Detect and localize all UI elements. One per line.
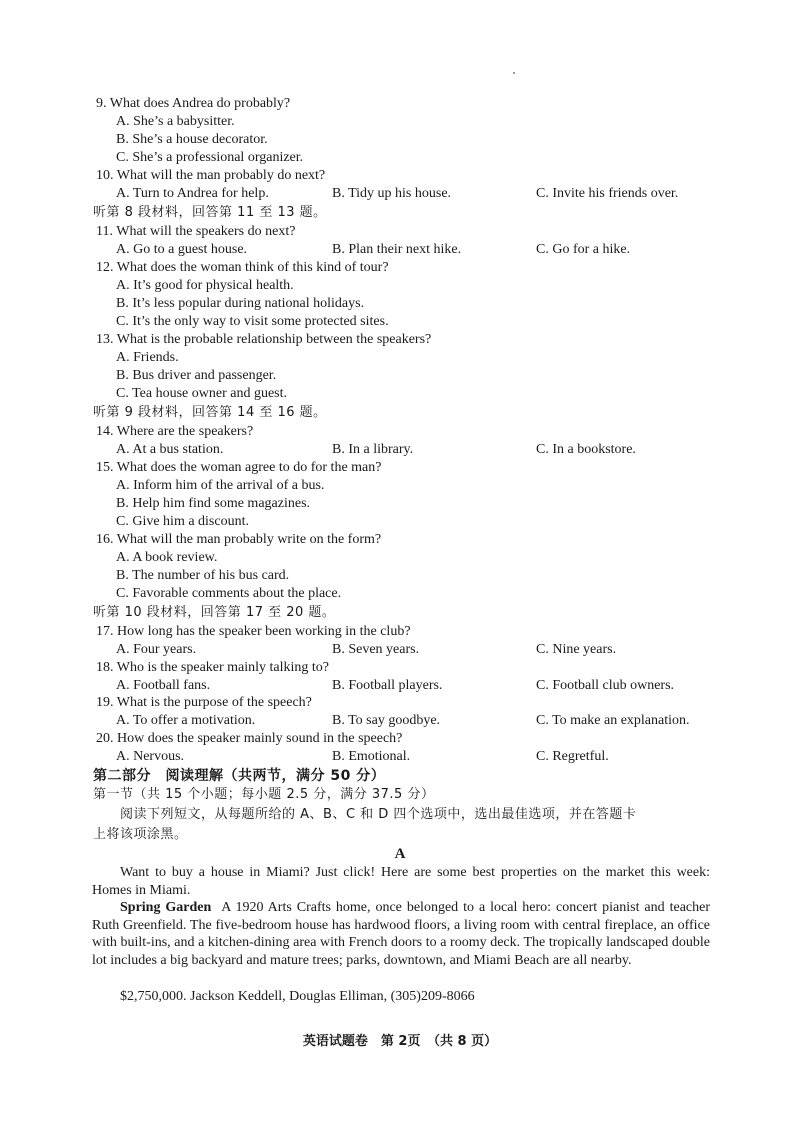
q14-option-a: A. At a bus station. [116,442,224,457]
part2-heading: 第二部分 阅读理解（共两节，满分 50 分） [93,768,386,784]
question-18: 18. Who is the speaker mainly talking to? [96,660,330,675]
q9-option-b: B. She’s a house decorator. [116,132,268,147]
q18-option-a: A. Football fans. [116,678,211,693]
q18-option-c: C. Football club owners. [536,678,675,693]
q14-option-c: C. In a bookstore. [536,442,636,457]
q17-option-a: A. Four years. [116,642,197,657]
q15-option-a: A. Inform him of the arrival of a bus. [116,478,325,493]
q13-option-b: B. Bus driver and passenger. [116,368,277,383]
question-12: 12. What does the woman think of this kind of tour? [96,260,389,275]
q20-option-c: C. Regretful. [536,749,609,764]
q11-option-c: C. Go for a hike. [536,242,631,257]
listing-contact: $2,750,000. Jackson Keddell, Douglas Elliman, (305)209-8066 [120,989,475,1004]
section-heading-material-10: 听第 10 段材料，回答第 17 至 20 题。 [93,605,336,620]
question-9: 9. What does Andrea do probably? [96,96,291,111]
q20-option-b: B. Emotional. [332,749,411,764]
page-footer: 英语试题卷 第 2页 （共 8 页） [302,1034,498,1049]
instruction-line-2: 上将该项涂黑。 [93,827,188,842]
instruction-line-1: 阅读下列短文，从每题所给的 A、B、C 和 D 四个选项中，选出最佳选项，并在答题卡 [120,807,637,822]
q11-option-b: B. Plan their next hike. [332,242,462,257]
question-17: 17. How long has the speaker been working in the club? [96,624,411,639]
q10-option-b: B. Tidy up his house. [332,186,452,201]
section-heading-material-8: 听第 8 段材料，回答第 11 至 13 题。 [93,205,327,220]
q16-option-a: A. A book review. [116,550,218,565]
q16-option-b: B. The number of his bus card. [116,568,290,583]
q15-option-b: B. Help him find some magazines. [116,496,311,511]
question-16: 16. What will the man probably write on the form? [96,532,382,547]
q10-option-c: C. Invite his friends over. [536,186,679,201]
question-19: 19. What is the purpose of the speech? [96,695,312,710]
q14-option-b: B. In a library. [332,442,414,457]
q13-option-a: A. Friends. [116,350,179,365]
q19-option-b: B. To say goodbye. [332,713,441,728]
scan-speck [513,72,515,74]
q12-option-a: A. It’s good for physical health. [116,278,294,293]
q9-option-c: C. She’s a professional organizer. [116,150,304,165]
q9-option-a: A. She’s a babysitter. [116,114,235,129]
q18-option-b: B. Football players. [332,678,443,693]
question-13: 13. What is the probable relationship between the speakers? [96,332,432,347]
question-20: 20. How does the speaker mainly sound in the speech? [96,731,403,746]
q13-option-c: C. Tea house owner and guest. [116,386,288,401]
q11-option-a: A. Go to a guest house. [116,242,248,257]
q16-option-c: C. Favorable comments about the place. [116,586,342,601]
q15-option-c: C. Give him a discount. [116,514,249,529]
question-15: 15. What does the woman agree to do for the man? [96,460,382,475]
q20-option-a: A. Nervous. [116,749,185,764]
listing-spring-garden [92,899,710,969]
question-10: 10. What will the man probably do next? [96,168,326,183]
passage-intro: Want to buy a house in Miami? Just click! Here are some best properties on the market this week: Homes in Miami. [92,865,710,898]
q12-option-b: B. It’s less popular during national holidays. [116,296,365,311]
part2-subheading: 第一节（共 15 个小题；每小题 2.5 分，满分 37.5 分） [93,787,435,802]
section-heading-material-9: 听第 9 段材料，回答第 14 至 16 题。 [93,405,327,420]
q17-option-c: C. Nine years. [536,642,617,657]
q19-option-a: A. To offer a motivation. [116,713,256,728]
passage-title: A [394,846,406,862]
q17-option-b: B. Seven years. [332,642,420,657]
q19-option-c: C. To make an explanation. [536,713,690,728]
listing-name: Spring Garden [120,900,212,915]
question-11: 11. What will the speakers do next? [96,224,296,239]
question-14: 14. Where are the speakers? [96,424,254,439]
listing-description: A 1920 Arts Crafts home, once belonged to a local hero: concert pianist and teacher Ruth Greenfield. The five-bedroom house has hardwood floors, a living room with central fireplace, an office with built-ins, and a kitchen-dining area with French doors to a roomy deck. The tropically landscaped double lot includes a big backyard and mature trees; parks, downtown, and Miami Beach are all nearby. [92,900,710,968]
q10-option-a: A. Turn to Andrea for help. [116,186,269,201]
q12-option-c: C. It’s the only way to visit some protected sites. [116,314,389,329]
